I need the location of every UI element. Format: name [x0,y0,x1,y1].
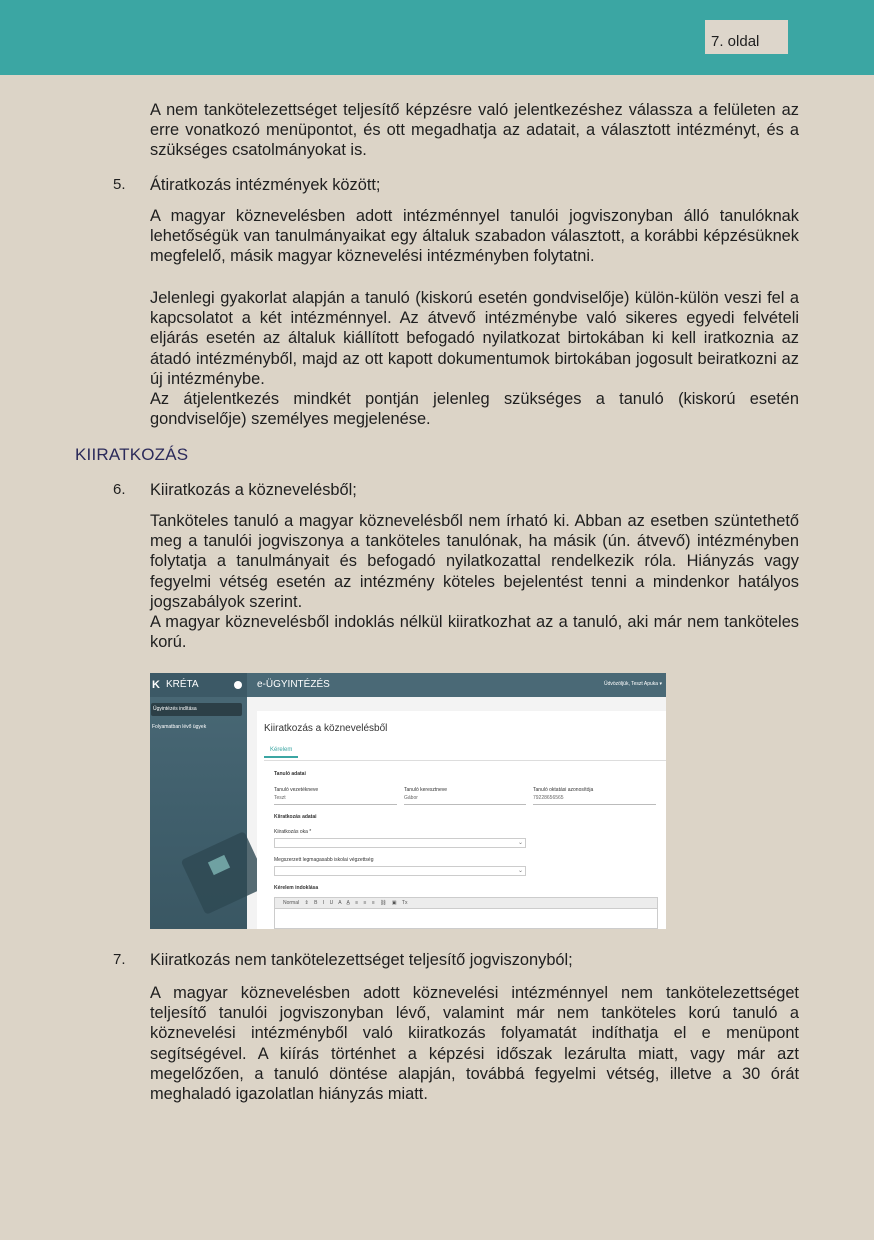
field-underline [533,804,656,805]
justification-label: Kérelem indoklása [274,885,319,891]
list-item-title: Kiiratkozás nem tankötelezettséget teljesítő jogviszonyból; [150,951,573,969]
list-number: 5. [113,176,126,193]
field-label: Tanuló vezetékneve [274,787,319,793]
field-label: Tanuló oktatási azonosítója [533,787,594,793]
intro-paragraph: A nem tankötelezettséget teljesítő képzésre való jelentkezéshez válassza a felületen az erre vonatkozó menüpontot, és ott megadhatja az adatait, a választott intézményt, és a szükséges csatolmányokat is. [150,101,799,160]
editor-toolbar: Normal ⇕ B I U A A̲ ≡ ≡ ≡ ⛓ ▣ Tx [274,897,658,909]
tab-divider [264,760,666,761]
list-item-title: Átiratkozás intézmények között; [150,176,381,194]
exit-section-title: Kiiratkozás adatai [274,814,317,820]
item5-paragraph-1: A magyar köznevelésben adott intézménnyel tanulói jogviszonyban álló tanulóknak lehetőségük van tanulmányaikat egy általuk szabadon választott, a korábbi képzésüknek megfelelő, másik magyar köznevelési intézményben folytatni. [150,207,799,266]
logo-text: KRÉTA [166,679,199,690]
list-number: 6. [113,481,126,498]
editor-textarea [274,909,658,929]
menu-item-ongoing: Folyamatban lévő ügyek [152,724,207,730]
toggle-icon [234,681,242,689]
form-card [257,711,666,929]
tab-kerelem: Kérelem [264,747,298,758]
form-title: Kiiratkozás a köznevelésből [264,723,388,734]
list-number: 7. [113,951,126,968]
education-select: ⌄ [274,866,526,876]
field-value: 79228656565 [533,795,564,801]
list-item-title: Kiiratkozás a köznevelésből; [150,481,357,499]
screenshot-topbar [247,673,666,697]
page-number: 7. oldal [705,20,788,54]
reason-select: ⌄ [274,838,526,848]
item6-paragraph-1: Tanköteles tanuló a magyar köznevelésből nem írható ki. Abban az esetben szüntethető meg a tanulói jogviszonya a tanköteles tanulónak, ha másik (ún. átvevő) intézményben folytatja a tanulmányait és befogadó nyilatkozattal rendelkezik róla. Hiányzás vagy fegyelmi vétség esetén az intézmény köteles bejelentést tenni a mindenkor hatályos jogszabályok szerint. [150,512,799,611]
field-value: Teszt [274,795,286,801]
student-section-title: Tanuló adatai [274,771,306,777]
section-heading: KIIRATKOZÁS [75,445,189,464]
item7-paragraph: A magyar köznevelésben adott köznevelési intézménnyel nem tankötelezettséget teljesítő tanulói jogviszonyban lévő, valamint már nem tanköteles korú tanuló a köznevelési intézményből való kiiratkozás folyamatát indíthatja el e menüpont segítségével. A kiírás történhet a képzési időszak lezárulta miatt, vagy már azt megelőzően, a tanuló döntése alapján, továbbá fegyelmi vétség, illetve a 30 órát meghaladó igazolatlan hiányzás miatt. [150,984,799,1104]
field-label: Tanuló keresztneve [404,787,448,793]
field-underline [404,804,526,805]
field-value: Gábor [404,795,418,801]
user-greeting: Üdvözöljük, Teszt Apuka ▾ [603,681,662,687]
app-title: e-ÜGYINTÉZÉS [257,679,330,690]
field-underline [274,804,397,805]
item5-paragraph-3: Az átjelentkezés mindkét pontján jelenleg szükséges a tanuló (kiskorú esetén gondviselője) személyes megjelenése. [150,390,799,429]
item5-paragraph-2: Jelenlegi gyakorlat alapján a tanuló (kiskorú esetén gondviselője) külön-külön veszi fel a kapcsolatot a két intézménnyel. Az átvevő intézménybe való sikeres egyedi felvételi eljárás esetén az általuk kiállított befogadó nyilatkozat birtokában ki kell iratkoznia az átadó intézményből, majd az ott kapott dokumentumok birtokában jogosult beiratkozni az új intézménybe. [150,289,799,388]
item6-paragraph-2: A magyar köznevelésből indoklás nélkül kiiratkozhat az a tanuló, aki már nem tanköteles korú. [150,613,799,652]
screenshot-logo [150,673,247,697]
reason-label: Kiiratkozás oka * [274,829,312,835]
menu-item-start: Ügyintézés indítása [151,703,242,716]
kreta-logo-icon: K [152,679,160,691]
embedded-screenshot [150,673,666,929]
education-label: Megszerzett legmagasabb iskolai végzettség [274,857,374,863]
